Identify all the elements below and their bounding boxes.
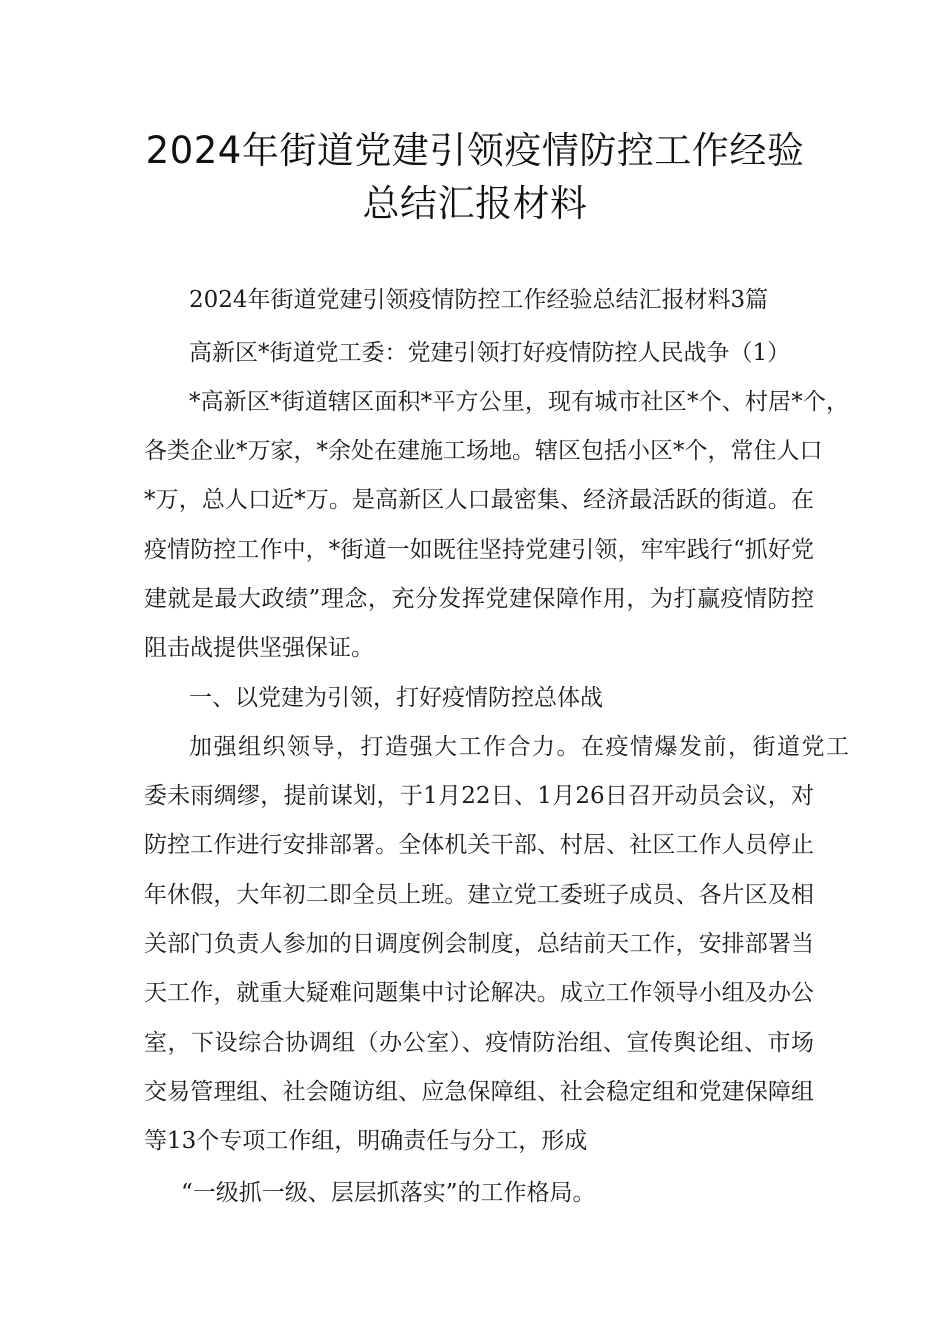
paragraph-line: 疫情防控工作中，*街道一如既往坚持党建引领，牢牢践行“抓好党 <box>144 537 814 563</box>
paragraph-line: 年休假，大年初二即全员上班。建立党工委班子成员、各片区及相 <box>144 882 814 908</box>
article-heading: 高新区*街道党工委：党建引领打好疫情防控人民战争（1） <box>189 340 791 366</box>
paragraph-line: 交易管理组、社会随访组、应急保障组、社会稳定组和党建保障组 <box>144 1079 814 1105</box>
paragraph-line: 各类企业*万家，*余处在建施工场地。辖区包括小区*个，常住人口 <box>144 438 823 464</box>
paragraph-line: *万，总人口近*万。是高新区人口最密集、经济最活跃的街道。在 <box>144 487 814 513</box>
paragraph-line: 加强组织领导，打造强大工作合力。在疫情爆发前，街道党工 <box>189 734 849 760</box>
paragraph-line: 委未雨绸缪，提前谋划，于1月22日、1月26日召开动员会议，对 <box>144 783 814 809</box>
paragraph-line: 室，下设综合协调组（办公室）、疫情防治组、宣传舆论组、市场 <box>144 1030 814 1056</box>
paragraph-3: “一级抓一级、层层抓落实”的工作格局。 <box>181 1180 596 1206</box>
document-title-line-2: 总结汇报材料 <box>362 182 588 225</box>
paragraph-line: 关部门负责人参加的日调度例会制度，总结前天工作，安排部署当 <box>144 931 814 957</box>
document-subtitle: 2024年街道党建引领疫情防控工作经验总结汇报材料3篇 <box>189 287 769 313</box>
paragraph-line: *高新区*街道辖区面积*平方公里，现有城市社区*个、村居*个， <box>189 389 849 415</box>
paragraph-line: 天工作，就重大疑难问题集中讨论解决。成立工作领导小组及办公 <box>144 980 814 1006</box>
document-title-line-1: 2024年街道党建引领疫情防控工作经验 <box>145 129 805 172</box>
paragraph-line: 等13个专项工作组，明确责任与分工，形成 <box>144 1128 588 1154</box>
section-heading-1: 一、以党建为引领，打好疫情防控总体战 <box>189 685 603 711</box>
paragraph-line: 阻击战提供坚强保证。 <box>144 635 374 661</box>
paragraph-line: 防控工作进行安排部署。全体机关干部、村居、社区工作人员停止 <box>144 832 814 858</box>
paragraph-line: 建就是最大政绩”理念，充分发挥党建保障作用，为打赢疫情防控 <box>144 586 814 612</box>
